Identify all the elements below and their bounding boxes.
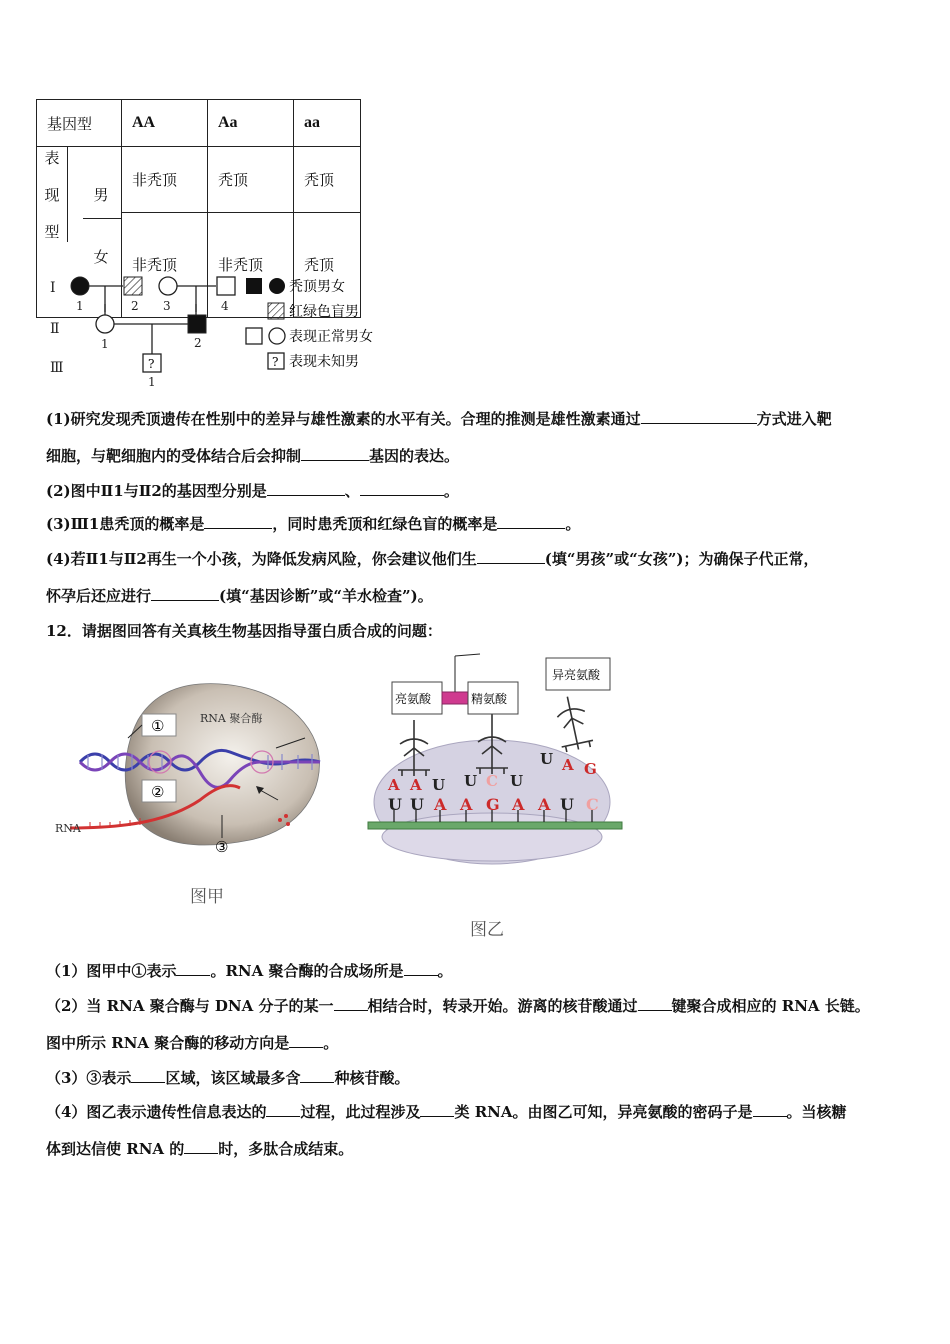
q11-part2 <box>46 480 459 501</box>
q12-l3c: 种核苷酸。 <box>334 1069 410 1087</box>
answer-blank[interactable] <box>477 549 545 564</box>
num-III-1: 1 <box>148 375 156 389</box>
answer-blank[interactable] <box>360 481 444 496</box>
q11-part4 <box>46 548 819 569</box>
caption-fig-jia: 图甲 <box>190 887 224 907</box>
answer-blank[interactable] <box>131 1068 165 1083</box>
q12-part4-cont <box>46 1138 353 1159</box>
q12-l4f: 时，多肽合成结束。 <box>218 1140 354 1158</box>
caption-fig-yi: 图乙 <box>470 920 504 940</box>
amino-leu: 亮氨酸 <box>395 692 432 706</box>
answer-blank[interactable] <box>267 481 345 496</box>
legend-unknown: 表现未知男 <box>289 354 359 370</box>
anticodon-1-3: U <box>432 776 446 794</box>
mrna-base-4: A <box>460 795 473 814</box>
answer-blank[interactable] <box>334 996 368 1011</box>
legend-normal: 表现正常男女 <box>289 329 373 345</box>
q12-l1a: （1）图甲中①表示 <box>46 962 177 980</box>
anticodon-2-1: U <box>464 772 478 790</box>
num-I-2: 2 <box>131 299 139 313</box>
q12-l3a: （3）③表示 <box>46 1069 132 1087</box>
table-cell-female-AA: 非秃顶 <box>122 212 208 317</box>
table-cell-male-Aa: 秃顶 <box>208 147 294 213</box>
answer-blank[interactable] <box>638 996 672 1011</box>
q11-p2c: 。 <box>443 482 459 500</box>
table-cell-male-aa: 秃顶 <box>294 147 361 213</box>
gen-label-II: Ⅱ <box>50 321 60 337</box>
amino-ile: 异亮氨酸 <box>552 668 601 682</box>
answer-blank[interactable] <box>420 1102 454 1117</box>
q11-part4-cont <box>46 585 433 606</box>
num-II-1: 1 <box>101 337 109 351</box>
anticodon-2-2: C <box>486 772 498 790</box>
figure-yi <box>362 652 632 866</box>
q11-p3a: (3)Ⅲ1患秃顶的概率是 <box>46 515 205 533</box>
num-I-4: 4 <box>221 299 229 313</box>
q12-l4e: 体到达信使 RNA 的 <box>46 1140 185 1158</box>
marker-3: ③ <box>215 838 229 856</box>
phen-char-1: 表 <box>44 149 60 167</box>
q12-part2-cont <box>46 1032 338 1053</box>
individual-I-3 <box>159 277 177 295</box>
q11-p1c: 细胞，与靶细胞内的受体结合后会抑制 <box>46 447 302 465</box>
q12-l2a: （2）当 RNA 聚合酶与 DNA 分子的某一 <box>46 997 334 1015</box>
q11-p2a: (2)图中Ⅱ1与Ⅱ2的基因型分别是 <box>46 482 267 500</box>
answer-blank[interactable] <box>266 1102 300 1117</box>
phen-char-2: 现 <box>44 186 60 204</box>
anticodon-3-1: U <box>540 750 554 768</box>
q11-p2b: 、 <box>344 482 360 500</box>
enzyme-label: RNA 聚合酶 <box>200 712 263 725</box>
q11-p4c: 怀孕后还应进行 <box>46 587 152 605</box>
anticodon-3-2: A <box>562 756 574 774</box>
mrna-bar <box>368 822 622 829</box>
q11-p4b: (填“男孩”或“女孩”)；为确保子代正常， <box>544 550 819 568</box>
marker-1: ① <box>151 717 165 735</box>
mrna-base-8: U <box>560 795 574 814</box>
legend-unknown-mark: ? <box>272 355 279 369</box>
answer-blank[interactable] <box>301 446 369 461</box>
table-header-genotype: 基因型 <box>37 100 122 147</box>
anticodon-2-3: U <box>510 772 524 790</box>
answer-blank[interactable] <box>184 1139 218 1154</box>
q11-p3c: 。 <box>565 515 581 533</box>
figure-jia <box>50 670 340 860</box>
individual-II-2 <box>188 315 206 333</box>
individual-II-1 <box>96 315 114 333</box>
mrna-base-5: G <box>486 795 500 814</box>
pointer-peptide-2 <box>455 654 480 656</box>
answer-blank[interactable] <box>289 1033 323 1048</box>
q11-p1a: (1)研究发现秃顶遗传在性别中的差异与雄性激素的水平有关。合理的推测是雄性激素通过 <box>46 410 641 428</box>
q12-title: 12．请据图回答有关真核生物基因指导蛋白质合成的问题： <box>46 622 442 640</box>
answer-blank[interactable] <box>300 1068 334 1083</box>
mrna-base-2: U <box>410 795 424 814</box>
q12-l2e: 。 <box>323 1034 339 1052</box>
anticodon-1-1: A <box>388 776 400 794</box>
q12-l2d: 图中所示 RNA 聚合酶的移动方向是 <box>46 1034 290 1052</box>
mrna-base-7: A <box>538 795 551 814</box>
table-cell-female-Aa: 非秃顶 <box>208 212 294 317</box>
pedigree-chart <box>36 270 396 395</box>
anticodon-3-3: G <box>584 760 597 778</box>
answer-blank[interactable] <box>641 409 757 424</box>
legend-bald: 秃顶男女 <box>289 279 345 295</box>
num-I-3: 3 <box>163 299 171 313</box>
table-sex-male: 男 <box>83 171 121 219</box>
individual-I-1 <box>71 277 89 295</box>
q11-part3 <box>46 513 580 534</box>
answer-blank[interactable] <box>204 514 272 529</box>
mrna-base-6: A <box>512 795 525 814</box>
answer-blank[interactable] <box>753 1102 787 1117</box>
legend-colorblind: 红绿色盲男 <box>289 304 359 320</box>
anticodon-1-2: A <box>410 776 422 794</box>
pedigree-legend <box>246 278 373 370</box>
mrna-base-3: A <box>434 795 447 814</box>
q11-p1d: 基因的表达。 <box>369 447 460 465</box>
peptide-bond <box>442 692 468 704</box>
q11-part1 <box>46 408 832 429</box>
num-I-1: 1 <box>76 299 84 313</box>
table-cell-female-aa: 秃顶 <box>294 212 361 317</box>
table-header-Aa: Aa <box>208 100 294 147</box>
q11-part1-cont <box>46 445 459 466</box>
q11-p1b: 方式进入靶 <box>756 410 832 428</box>
q12-l1c: 。 <box>437 962 453 980</box>
answer-blank[interactable] <box>497 514 565 529</box>
q12-l4a: （4）图乙表示遗传性信息表达的 <box>46 1103 267 1121</box>
answer-blank[interactable] <box>176 961 210 976</box>
mrna-base-1: U <box>388 795 402 814</box>
q12-part2 <box>46 995 870 1016</box>
mrna-bases <box>388 795 599 814</box>
answer-blank[interactable] <box>151 586 219 601</box>
gen-label-I: Ⅰ <box>50 280 56 296</box>
marker-2: ② <box>151 783 165 801</box>
q12-part4 <box>46 1101 847 1122</box>
q11-p4a: (4)若Ⅱ1与Ⅱ2再生一个小孩，为降低发病风险，你会建议他们生 <box>46 550 477 568</box>
phen-char-3: 型 <box>44 223 60 241</box>
table-sex-female: 女 <box>93 247 109 266</box>
gen-label-III: Ⅲ <box>50 360 64 376</box>
table-header-AA: AA <box>122 100 208 147</box>
unknown-mark-III-1: ? <box>148 357 155 371</box>
q12-l4d: 。当核糖 <box>786 1103 847 1121</box>
trna-3 <box>552 693 595 752</box>
q12-part1 <box>46 960 453 981</box>
q12-l1b: 。RNA 聚合酶的合成场所是 <box>210 962 404 980</box>
q11-p3b: ，同时患秃顶和红绿色盲的概率是 <box>272 515 498 533</box>
q12-l2b: 相结合时，转录开始。游离的核苷酸通过 <box>367 997 638 1015</box>
table-cell-male-AA: 非秃顶 <box>122 147 208 213</box>
individual-I-4 <box>217 277 235 295</box>
rna-label: RNA <box>55 822 81 835</box>
num-II-2: 2 <box>194 336 202 350</box>
q12-l2c: 键聚合成相应的 RNA 长链。 <box>671 997 870 1015</box>
q12-l4c: 类 RNA。由图乙可知，异亮氨酸的密码子是 <box>454 1103 753 1121</box>
q11-p4d: (填“基因诊断”或“羊水检查”)。 <box>219 587 433 605</box>
mrna-base-9: C <box>586 795 599 814</box>
individual-I-2 <box>124 277 142 295</box>
q12-l3b: 区域，该区域最多含 <box>165 1069 301 1087</box>
q12-part3 <box>46 1067 409 1088</box>
q12-l4b: 过程，此过程涉及 <box>300 1103 421 1121</box>
answer-blank[interactable] <box>404 961 438 976</box>
table-header-aa: aa <box>294 100 361 147</box>
amino-arg: 精氨酸 <box>471 692 508 706</box>
